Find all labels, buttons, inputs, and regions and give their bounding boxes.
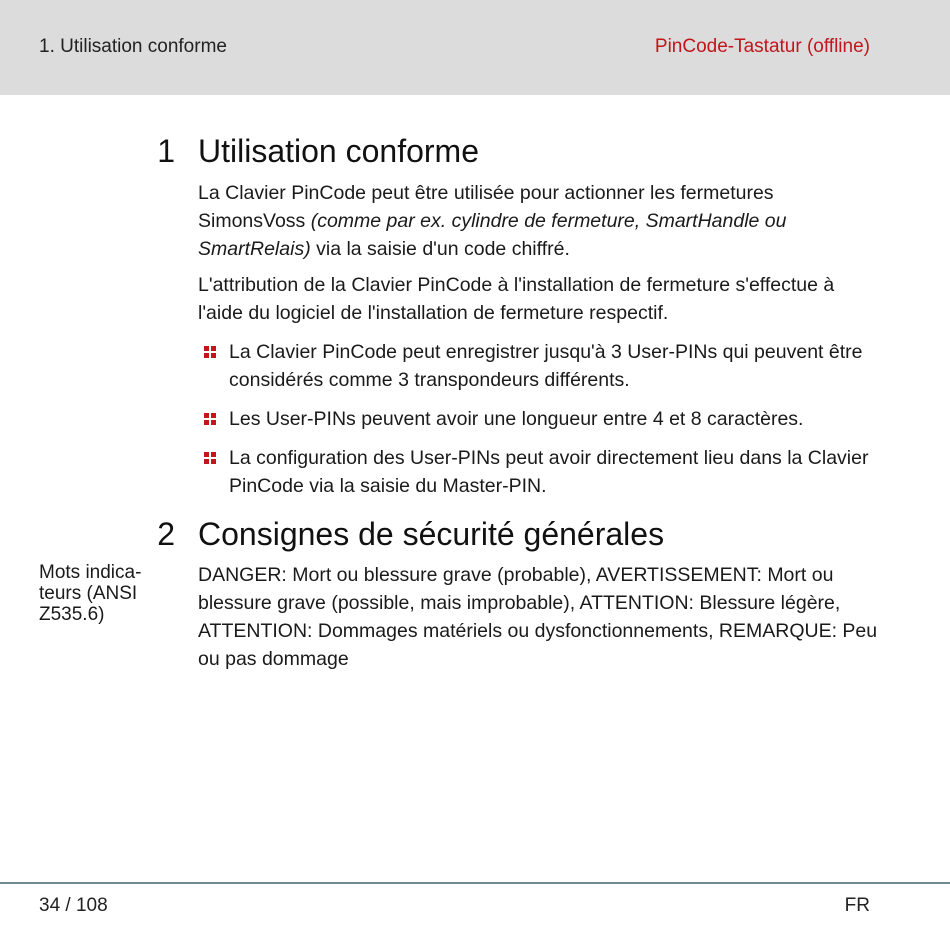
header-chapter: 1. Utilisation conforme: [39, 36, 227, 57]
bullet-icon: [204, 413, 216, 425]
page-header: [0, 0, 950, 95]
section-1-number: 1: [157, 133, 175, 169]
section-1-paragraph-2: L'attribution de la Clavier PinCode à l'installation de fermeture s'effectue à l'aide du logiciel de l'installation de fermeture respectif.: [198, 274, 835, 324]
footer-divider: [0, 882, 950, 884]
list-item: [229, 444, 879, 500]
section-2-title: Consignes de sécurité générales: [198, 516, 665, 552]
list-item-text: La configuration des User-PINs peut avoir directement lieu dans la Clavier PinCode via la saisie du Master-PIN.: [229, 447, 869, 497]
bullet-icon: [204, 452, 216, 464]
para1-text-italic: (comme par ex. cylindre de fermeture, SmartHandle ou SmartRelais): [198, 210, 787, 260]
page-number: 34 / 108: [39, 895, 108, 916]
list-item: [229, 405, 879, 433]
section-2-paragraph: DANGER: Mort ou blessure grave (probable), AVERTISSEMENT: Mort ou blessure grave (possible, mais improbable), ATTENTION: Blessure légère, ATTENTION: Dommages matériels ou dysfonctionnements, REMARQUE: Peu ou pas dommage: [198, 564, 878, 670]
header-product: PinCode-Tastatur (offline): [654, 36, 870, 57]
list-item: [229, 338, 879, 394]
language-code: FR: [844, 895, 870, 916]
list-item-text: La Clavier PinCode peut enregistrer jusqu'à 3 User-PINs qui peuvent être considérés comme 3 transpondeurs différents.: [229, 341, 863, 391]
para1-text-a: La Clavier PinCode peut être utilisée pour actionner les fermetures SimonsVoss: [198, 182, 774, 232]
para1-text-b: via la saisie d'un code chiffré.: [310, 238, 570, 260]
section-1-title: Utilisation conforme: [198, 133, 479, 169]
margin-note: Mots indica-teurs (ANSI Z535.6): [39, 562, 142, 625]
section-2-number: 2: [157, 516, 175, 552]
section-1-paragraph-1: [198, 179, 878, 263]
bullet-icon: [204, 346, 216, 358]
list-item-text: Les User-PINs peuvent avoir une longueur entre 4 et 8 caractères.: [229, 408, 804, 430]
